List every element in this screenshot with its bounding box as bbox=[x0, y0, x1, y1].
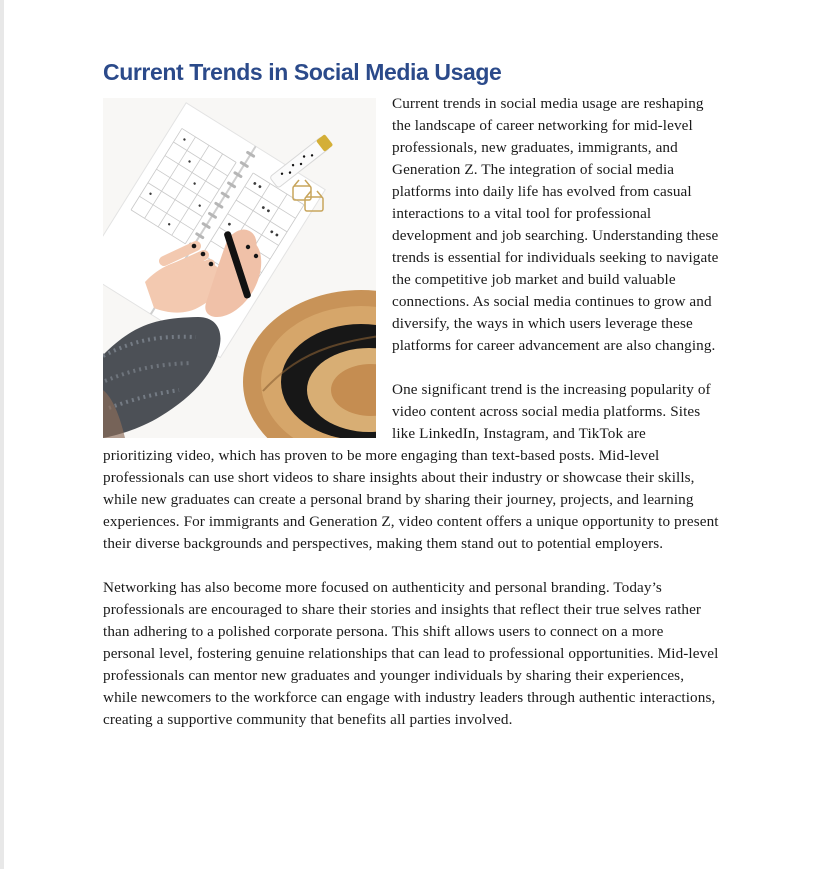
page-title: Current Trends in Social Media Usage bbox=[103, 59, 502, 85]
paragraph-authenticity: Networking has also become more focused on authenticity and personal branding. Today’s professionals are encouraged to share their stories and insights that reflect their true selves rather than adhering to a polished corporate persona. This shift allows users to connect on a more personal level, fostering genuine relationships that can lead to professional opportunities. Mid-level professionals can mentor new graduates and younger individuals by sharing their experiences, while newcomers to the workforce can engage with industry leaders through authentic interactions, creating a supportive community that benefits all parties involved. bbox=[103, 579, 719, 728]
planner-writing-photo bbox=[103, 98, 376, 438]
paragraph-intro: Current trends in social media usage are reshaping the landscape of career networking for mid-level professionals, new graduates, immigrants, and Generation Z. The integration of social media platforms into daily life has evolved from casual interactions to a vital tool for professional development and job searching. Understanding these trends is essential for individuals seeking to navigate the competitive job market and build valuable connections. As social media continues to grow and diversify, the ways in which users leverage these platforms for career advancement are also changing. bbox=[392, 95, 719, 354]
article bbox=[103, 56, 719, 731]
planner-writing-image bbox=[103, 98, 376, 438]
page-edge bbox=[0, 0, 4, 869]
paragraph-video-trend: One significant trend is the increasing popularity of video content across social media platforms. Sites like LinkedIn, Instagram, and TikTok are prioritizing video, which has proven to be more engaging than text-based posts. Mid-level professionals can use short videos to share insights about their industry or showcase their skills, while new graduates can create a personal brand by sharing their journey, projects, and learning experiences. For immigrants and Generation Z, video content offers a unique opportunity to present their diverse backgrounds and perspectives, making them stand out to potential employers. bbox=[103, 381, 719, 552]
